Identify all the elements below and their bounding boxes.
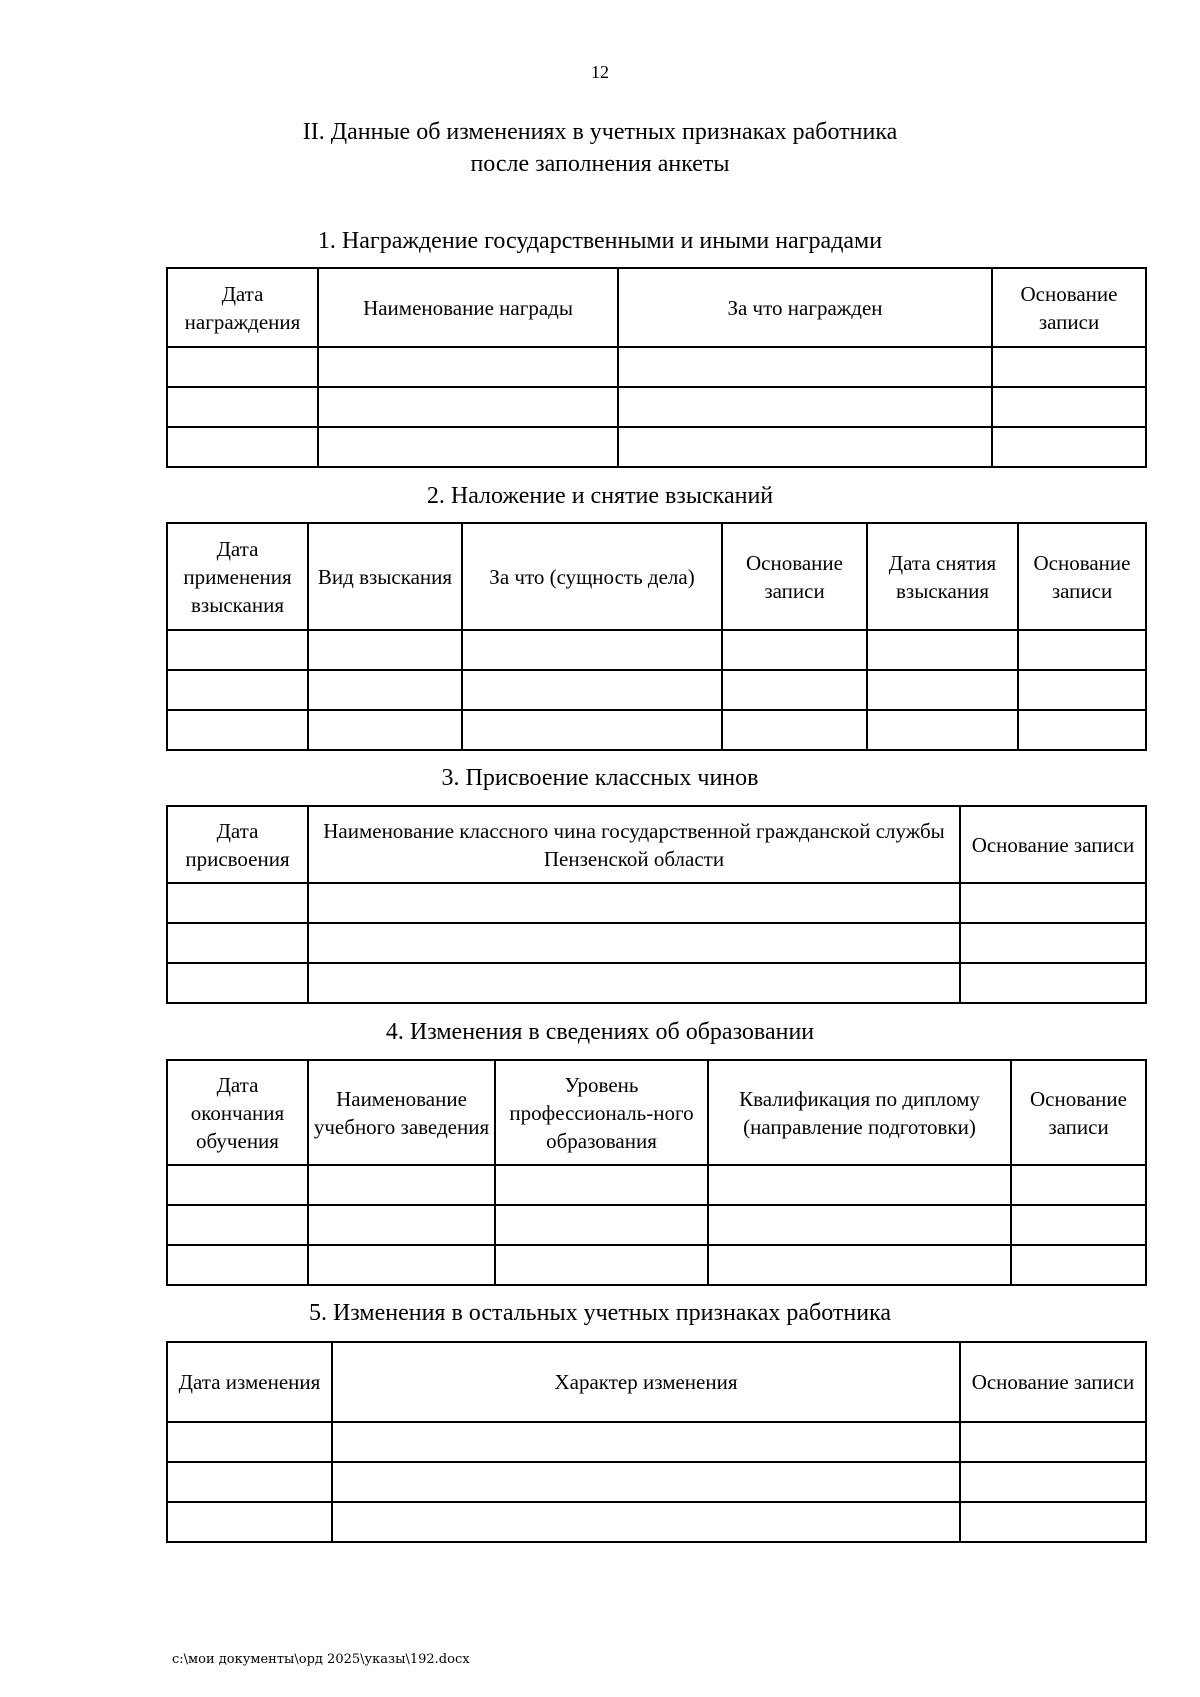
table-header-cell: Дата применения взыскания [167, 523, 308, 630]
section-4-title: 4. Изменения в сведениях об образовании [385, 1019, 815, 1045]
table-cell[interactable] [960, 923, 1146, 963]
table-cell[interactable] [708, 1165, 1011, 1205]
table-cell[interactable] [1011, 1205, 1146, 1245]
table-header-cell: Основание записи [960, 806, 1146, 883]
table-cell[interactable] [722, 670, 867, 710]
table-row [167, 1422, 1146, 1462]
table-cell[interactable] [708, 1205, 1011, 1245]
table-cell[interactable] [867, 630, 1018, 670]
heading-line-2: после заполнения анкеты [470, 151, 730, 177]
table-cell[interactable] [722, 710, 867, 750]
table-cell[interactable] [318, 427, 618, 467]
table-header-cell: Дата окончания обучения [167, 1060, 308, 1165]
table-row [167, 1502, 1146, 1542]
table-cell[interactable] [992, 387, 1146, 427]
table-header-cell: Дата награждения [167, 268, 318, 347]
other-changes-table [166, 1341, 1147, 1543]
table-cell[interactable] [708, 1245, 1011, 1285]
table-cell[interactable] [308, 1245, 495, 1285]
section-3-title: 3. Присвоение классных чинов [441, 765, 759, 791]
table-header-cell: Уровень профессиональ-ного образования [495, 1060, 708, 1165]
table-cell[interactable] [167, 923, 308, 963]
table-cell[interactable] [167, 1502, 332, 1542]
table-cell[interactable] [167, 883, 308, 923]
table-cell[interactable] [318, 387, 618, 427]
table-cell[interactable] [308, 710, 462, 750]
table-cell[interactable] [462, 670, 722, 710]
table-row [167, 1245, 1146, 1285]
table-header-cell: Наименование учебного заведения [308, 1060, 495, 1165]
table-row [167, 387, 1146, 427]
table-cell[interactable] [960, 1502, 1146, 1542]
table-row [167, 1462, 1146, 1502]
table-cell[interactable] [867, 670, 1018, 710]
table-cell[interactable] [167, 630, 308, 670]
heading-line-1: II. Данные об изменениях в учетных признаках работника [302, 119, 898, 145]
table-cell[interactable] [167, 670, 308, 710]
table-row [167, 427, 1146, 467]
table-cell[interactable] [167, 427, 318, 467]
table-cell[interactable] [1011, 1245, 1146, 1285]
table-cell[interactable] [167, 1165, 308, 1205]
penalties-table [166, 522, 1147, 751]
table-header-cell: Основание записи [992, 268, 1146, 347]
table-header-cell: Характер изменения [332, 1342, 960, 1422]
table-cell[interactable] [722, 630, 867, 670]
table-cell[interactable] [462, 710, 722, 750]
document-heading [0, 116, 1200, 180]
table-cell[interactable] [495, 1165, 708, 1205]
table-header-cell: Основание записи [722, 523, 867, 630]
table-cell[interactable] [1011, 1165, 1146, 1205]
page-number: 12 [591, 62, 609, 82]
table-header-cell: Дата присвоения [167, 806, 308, 883]
table-cell[interactable] [332, 1462, 960, 1502]
section-2-title: 2. Наложение и снятие взысканий [426, 483, 774, 509]
table-cell[interactable] [332, 1502, 960, 1542]
table-header-cell: Дата изменения [167, 1342, 332, 1422]
section-5-title: 5. Изменения в остальных учетных признаках работника [308, 1300, 892, 1326]
table-row [167, 883, 1146, 923]
table-cell[interactable] [1018, 710, 1146, 750]
table-cell[interactable] [618, 347, 992, 387]
table-row [167, 1165, 1146, 1205]
table-cell[interactable] [960, 883, 1146, 923]
table-header-cell: Квалификация по диплому (направление подготовки) [708, 1060, 1011, 1165]
table-cell[interactable] [308, 630, 462, 670]
table-cell[interactable] [495, 1245, 708, 1285]
table-cell[interactable] [308, 1165, 495, 1205]
table-header-cell: Дата снятия взыскания [867, 523, 1018, 630]
table-cell[interactable] [960, 1422, 1146, 1462]
education-table [166, 1059, 1147, 1286]
table-cell[interactable] [960, 963, 1146, 1003]
table-header-cell: Вид взыскания [308, 523, 462, 630]
table-cell[interactable] [318, 347, 618, 387]
table-cell[interactable] [867, 710, 1018, 750]
table-cell[interactable] [462, 630, 722, 670]
table-cell[interactable] [1018, 670, 1146, 710]
table-cell[interactable] [992, 347, 1146, 387]
table-row [167, 670, 1146, 710]
table-header-cell: Наименование классного чина государственной гражданской службы Пензенской области [308, 806, 960, 883]
table-row [167, 630, 1146, 670]
table-row [167, 710, 1146, 750]
table-cell[interactable] [308, 883, 960, 923]
section-1-title: 1. Награждение государственными и иными наградами [317, 228, 883, 254]
table-row [167, 1205, 1146, 1245]
table-cell[interactable] [495, 1205, 708, 1245]
table-cell[interactable] [167, 710, 308, 750]
table-cell[interactable] [308, 923, 960, 963]
table-cell[interactable] [992, 427, 1146, 467]
table-header-cell: Основание записи [1011, 1060, 1146, 1165]
table-header-cell: За что (сущность дела) [462, 523, 722, 630]
table-cell[interactable] [618, 427, 992, 467]
table-cell[interactable] [1018, 630, 1146, 670]
table-cell[interactable] [618, 387, 992, 427]
table-cell[interactable] [167, 1205, 308, 1245]
table-cell[interactable] [167, 1422, 332, 1462]
table-cell[interactable] [167, 1462, 332, 1502]
table-cell[interactable] [308, 670, 462, 710]
table-header-cell: Наименование награды [318, 268, 618, 347]
table-cell[interactable] [167, 387, 318, 427]
table-cell[interactable] [167, 347, 318, 387]
table-row [167, 963, 1146, 1003]
class-ranks-table [166, 805, 1147, 1004]
table-cell[interactable] [167, 1245, 308, 1285]
table-row [167, 347, 1146, 387]
table-header-cell: Основание записи [960, 1342, 1146, 1422]
table-cell[interactable] [308, 1205, 495, 1245]
awards-table [166, 267, 1147, 468]
table-row [167, 923, 1146, 963]
footer-file-path: c:\мои документы\орд 2025\указы\192.docx [172, 1652, 470, 1667]
table-cell[interactable] [308, 963, 960, 1003]
table-cell[interactable] [332, 1422, 960, 1462]
table-header-cell: Основание записи [1018, 523, 1146, 630]
table-cell[interactable] [167, 963, 308, 1003]
table-header-cell: За что награжден [618, 268, 992, 347]
table-cell[interactable] [960, 1462, 1146, 1502]
